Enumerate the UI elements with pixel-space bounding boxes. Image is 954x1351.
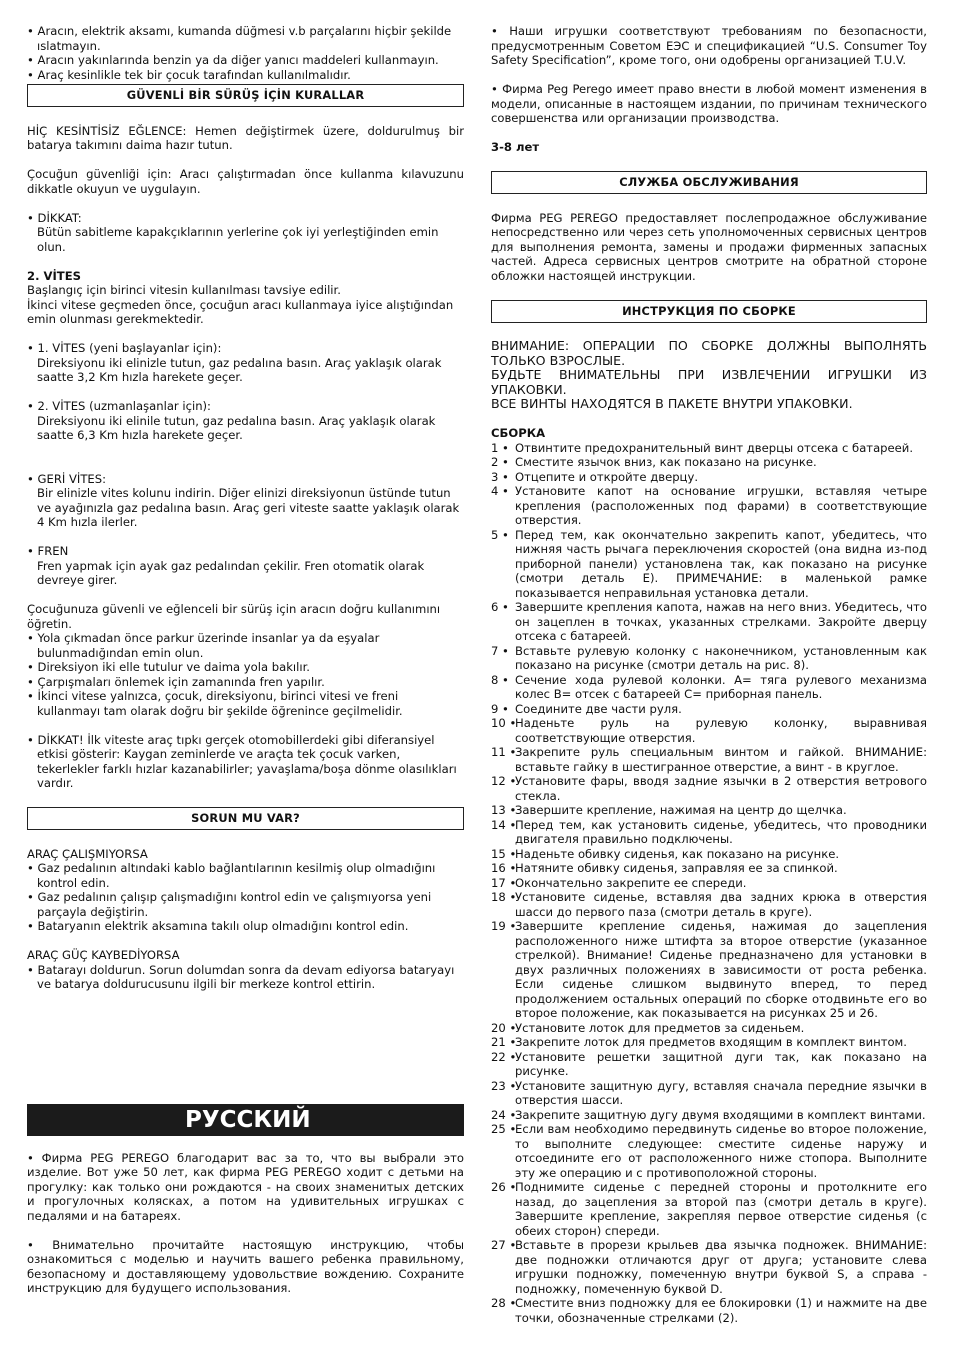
nonstop-fun-paragraph: HİÇ KESİNTİSİZ EĞLENCE: Hemen değiştirmek üzere, doldurulmuş bir batarya takımını daima hazır tutun. bbox=[27, 123, 464, 152]
warning-text: Bütün sabitleme kapakçıklarının yerlerine çok iyi yerleştiğinden emin olun. bbox=[37, 225, 439, 254]
step-number: 3 • bbox=[491, 469, 509, 484]
assembly-step bbox=[491, 600, 927, 644]
step-text: Перед тем, как установить сиденье, убедитесь, что проводники двигателя правильно подключены. bbox=[515, 817, 927, 846]
intro-bullet: • Aracın yakınlarında benzin ya da diğer yanıcı maddeleri kullanmayın. bbox=[27, 53, 439, 67]
step-number: 7 • bbox=[491, 643, 509, 658]
assembly-title: СБОРКА bbox=[491, 426, 546, 440]
assembly-step bbox=[491, 1180, 927, 1238]
step-number: 27 • bbox=[491, 1238, 517, 1252]
ru-intro-paragraph: • Фирма PEG PEREGO благодарит вас за то, что вы выбрали это изделие. Вот уже 50 лет, как фирма PEG PEREGO ходит с детьми на прогулку: как только они рождаются - на своих знаменитых детских и прогулочных колясках, а потом на удивительных игрушках с педалями и на батареях. bbox=[27, 1150, 464, 1223]
age-range: 3-8 лет bbox=[491, 140, 540, 154]
ru-safety-paragraph: • Наши игрушки соответствуют требованиям по безопасности, предусмотренным Советом ЕЭС и спецификацией “U.S. Consumer Toy Safety Specification”, кроме того, они одобрены организацией T.U.V. bbox=[491, 24, 927, 67]
step-number: 8 • bbox=[491, 672, 509, 687]
step-number: 20 • bbox=[491, 1020, 517, 1035]
assembly-step bbox=[491, 847, 927, 862]
step-number: 18 • bbox=[491, 890, 517, 904]
assembly-step bbox=[491, 774, 927, 803]
step-text: Установите лоток для предметов за сиденьем. bbox=[515, 1020, 805, 1035]
assembly-step bbox=[491, 876, 927, 891]
step-number: 12 • bbox=[491, 774, 517, 788]
step-text: Сместите вниз подножку для ее блокировки (1) и нажмите на две точки, обозначенные стрелками (2). bbox=[515, 1296, 927, 1325]
proper-use-bullet: • Direksiyon iki elle tutulur ve daima yola bakılır. bbox=[27, 660, 310, 674]
assembly-step bbox=[491, 455, 927, 470]
ru-intro-paragraph: • Внимательно прочитайте настоящую инструкцию, чтобы ознакомиться с моделью и научить вашего ребенка правильному, безопасному и доставляющему удовольствие вождению. Сохраните инструкцию для будущего использования. bbox=[27, 1237, 464, 1295]
step-text: Если вам необходимо передвинуть сиденье во второе положение, то выполните следующее: сместите сиденье наружу и отсоедините его от расположенного ниже стопора. Выполните эту же операцию и с противоположной стороны. bbox=[515, 1122, 927, 1180]
reverse-title: • GERİ VİTES: bbox=[27, 471, 107, 486]
left-column bbox=[27, 24, 464, 992]
assembly-step bbox=[491, 1238, 927, 1296]
child-safety-paragraph: Çocuğun güvenliği için: Aracı çalıştırmadan önce kullanma kılavuzunu dikkatle okuyun ve uygulayın. bbox=[27, 167, 464, 196]
warning-title: • DİKKAT: bbox=[27, 210, 82, 225]
intro-bullet: • Aracın, elektrik aksamı, kumanda düğmesi v.b parçalarını hiçbir şekilde ıslatmayın. bbox=[27, 24, 452, 53]
assembly-step bbox=[491, 818, 927, 847]
step-number: 6 • bbox=[491, 600, 509, 614]
assembly-step bbox=[491, 1122, 927, 1180]
gear2-title: • 2. VİTES (uzmanlaşanlar için): bbox=[27, 399, 211, 413]
brake-title: • FREN bbox=[27, 544, 69, 558]
differential-paragraph: • DİKKAT! İlk viteste araç tıpkı gerçek otomobillerdeki gibi diferansiyel etkisi gösterir: Kaygan zeminlerde ve araçta tek çocuk varken, tekerlekler farklı hızlar kazanabilirler; yavaşlama/boşa dönme olasılıkları vardır. bbox=[27, 732, 457, 790]
assembly-step bbox=[491, 1021, 927, 1036]
step-text: Закрепите руль специальным винтом и гайкой. ВНИМАНИЕ: вставьте гайку в шестигранное отверстие, а винт - в круглое. bbox=[515, 745, 927, 774]
assembly-step bbox=[491, 1050, 927, 1079]
assembly-step bbox=[491, 745, 927, 774]
reverse-text: Bir elinizle vites kolunu indirin. Diğer elinizi direksiyonun üstünde tutun ve ayağınızla gaz pedalına basın. Araç geri viteste saatte yaklaşık olarak 4 Km hızla ilerler. bbox=[37, 486, 460, 529]
step-number: 19 • bbox=[491, 919, 517, 933]
assembly-step bbox=[491, 484, 927, 528]
language-banner: РУССКИЙ bbox=[27, 1104, 464, 1136]
assembly-step bbox=[491, 702, 927, 717]
step-number: 15 • bbox=[491, 846, 517, 861]
step-text: Завершите крепления капота, нажав на него вниз. Убедитесь, что он зацеплен в точках, указанных стрелками. Закройте дверцу отсека с батареей. bbox=[515, 600, 927, 643]
proper-use-paragraph: Çocuğunuza güvenli ve eğlenceli bir sürüş için aracın doğru kullanımını öğretin. bbox=[27, 602, 441, 631]
assembly-step bbox=[491, 1035, 927, 1050]
step-text: Установите решетки защитной дуги так, как показано на рисунке. bbox=[515, 1049, 927, 1078]
assembly-step bbox=[491, 528, 927, 601]
assembly-warning: ВСЕ ВИНТЫ НАХОДЯТСЯ В ПАКЕТЕ ВНУТРИ УПАКОВКИ. bbox=[491, 396, 853, 411]
step-text: Установите фары, вводя задние язычки в 2 отверстия ветрового стекла. bbox=[515, 774, 927, 803]
gears-text: İkinci vitese geçmeden önce, çocuğun aracı kullanmaya iyice alıştığından emin olunması gerekmektedir. bbox=[27, 297, 454, 326]
step-text: Наденьте руль на рулевую колонку, выравнивая соответствующие отверстия. bbox=[515, 716, 927, 745]
step-number: 5 • bbox=[491, 527, 509, 542]
ru-safety-paragraph: • Фирма Peg Perego имеет право внести в любой момент изменения в модели, описанные в настоящем издании, по причинам технического совершенства или организации производства. bbox=[491, 82, 927, 125]
step-number: 4 • bbox=[491, 484, 509, 498]
step-number: 17 • bbox=[491, 875, 517, 890]
step-text: Завершите крепление, нажимая на центр до щелчка. bbox=[515, 803, 847, 817]
right-column bbox=[491, 24, 927, 1325]
step-number: 2 • bbox=[491, 455, 509, 469]
section-header-assembly: ИНСТРУКЦИЯ ПО СБОРКЕ bbox=[491, 300, 927, 323]
assembly-step bbox=[491, 441, 927, 456]
step-number: 21 • bbox=[491, 1035, 517, 1049]
section-header-safe-driving: GÜVENLİ BİR SÜRÜŞ İÇİN KURALLAR bbox=[27, 84, 464, 107]
assembly-step bbox=[491, 1079, 927, 1108]
step-number: 24 • bbox=[491, 1107, 517, 1122]
service-paragraph: Фирма PEG PEREGO предоставляет послепродажное обслуживание непосредственно или через сеть уполномоченных сервисных центров для выполнения ремонта, замены и продажи фирменных запасных частей. Адреса сервисных центров смотрите на обратной стороне обложки настоящей инструкции. bbox=[491, 210, 927, 283]
step-text: Наденьте обивку сиденья, как показано на рисунке. bbox=[515, 846, 840, 861]
step-number: 26 • bbox=[491, 1180, 517, 1194]
step-number: 14 • bbox=[491, 817, 517, 832]
assembly-step bbox=[491, 716, 927, 745]
assembly-step bbox=[491, 1108, 927, 1123]
assembly-warning: БУДЬТЕ ВНИМАТЕЛЬНЫ ПРИ ИЗВЛЕЧЕНИИ ИГРУШКИ ИЗ УПАКОВКИ. bbox=[491, 367, 927, 397]
step-text: Вставьте в прорези крыльев два язычка подножек. ВНИМАНИЕ: две подножки отличаются друг от друга; установите слева игрушки подножку, помеченную внутри буквой S, а справа - подножку, помеченную буквой D. bbox=[515, 1238, 927, 1296]
step-number: 22 • bbox=[491, 1049, 517, 1064]
proper-use-bullet: • Çarpışmaları önlemek için zamanında fren yapılır. bbox=[27, 674, 325, 689]
section-header-problem: SORUN MU VAR? bbox=[27, 807, 464, 830]
gears-text: Başlangıç için birinci vitesin kullanılması tavsiye edilir. bbox=[27, 283, 341, 297]
step-text: Закрепите лоток для предметов входящим в комплект винтом. bbox=[515, 1035, 907, 1049]
assembly-step bbox=[491, 470, 927, 485]
assembly-step bbox=[491, 890, 927, 919]
step-number: 28 • bbox=[491, 1296, 517, 1310]
step-number: 16 • bbox=[491, 861, 517, 875]
assembly-step bbox=[491, 673, 927, 702]
not-working-bullet: • Gaz pedalının çalışıp çalışmadığını kontrol edin ve çalışmıyorsa yeni parçayla değiştirin. bbox=[27, 890, 432, 919]
gears-title: 2. VİTES bbox=[27, 268, 81, 283]
assembly-steps-list bbox=[491, 441, 927, 1326]
step-number: 25 • bbox=[491, 1122, 517, 1136]
intro-bullet: • Araç kesinlikle tek bir çocuk tarafından kullanılmalıdır. bbox=[27, 67, 351, 82]
step-text: Окончательно закрепите ее спереди. bbox=[515, 875, 747, 890]
assembly-step bbox=[491, 644, 927, 673]
step-text: Поднимите сиденье с передней стороны и протолкните его назад, до зацепления за второй паз (смотри деталь в круге). Завершите крепление, закрепляя первое отверстие сиденья (с обеих сторон) спереди. bbox=[515, 1180, 927, 1238]
power-loss-bullet: • Batarayı doldurun. Sorun dolumdan sonra da devam ediyorsa bataryayı ve batarya doldurucusunu ilgili bir merkeze kontrol ettirin. bbox=[27, 962, 455, 991]
step-number: 10 • bbox=[491, 716, 517, 730]
step-text: Установите защитную дугу, вставляя сначала передние язычки в отверстия шасси. bbox=[515, 1078, 927, 1107]
step-text: Сечение хода рулевой колонки. A= тяга рулевого механизма колес B= отсек с батареей C= приборная панель. bbox=[515, 672, 927, 701]
assembly-step bbox=[491, 919, 927, 1021]
step-text: Перед тем, как окончательно закрепить капот, убедитесь, что нижняя часть рычага переключения скоростей (она видна из-под приборной панели) установлена так, как показано на рисунке (смотри деталь E). ПРИМЕЧАНИЕ: в маленькой рамке показывается неправильная установка детали. bbox=[515, 527, 927, 600]
step-text: Отцепите и откройте дверцу. bbox=[515, 469, 698, 484]
brake-text: Fren yapmak için ayak gaz pedalından çekilir. Fren otomatik olarak devreye girer. bbox=[37, 558, 425, 587]
gear1-text: Direksiyonu iki elinizle tutun, gaz pedalına basın. Araç yaklaşık olarak saatte 3,2 Km hızla harekete geçer. bbox=[37, 355, 442, 384]
step-text: Установите сиденье, вставляя два задних крюка в отверстия шасси до первого паза (смотри деталь в круге). bbox=[515, 890, 927, 919]
section-header-service: СЛУЖБА ОБСЛУЖИВАНИЯ bbox=[491, 171, 927, 194]
step-text: Соедините две части руля. bbox=[515, 701, 682, 716]
not-working-title: ARAÇ ÇALIŞMIYORSA bbox=[27, 846, 148, 861]
step-text: Завершите крепление сиденья, нажимая до зацепления расположенного ниже штифта за второе отверстие (указанное стрелкой). Внимание! Сиденье предназначено для установки в двух различных положениях в зависимости от роста ребенка. Если сиденье слишком выдвинуто вперед, то перед продолжением остальных операций по сборке отодвиньте его во второе положение, как показывается на рисунках 25 и 26. bbox=[515, 919, 927, 1020]
step-number: 11 • bbox=[491, 745, 517, 759]
not-working-bullet: • Gaz pedalının altındaki kablo bağlantılarının kesilmiş olup olmadığını kontrol edin. bbox=[27, 861, 436, 890]
step-text: Отвинтите предохранительный винт дверцы отсека с батареей. bbox=[515, 440, 914, 455]
step-number: 13 • bbox=[491, 803, 517, 817]
assembly-step bbox=[491, 803, 927, 818]
assembly-step bbox=[491, 861, 927, 876]
step-number: 23 • bbox=[491, 1078, 517, 1093]
not-working-bullet: • Bataryanın elektrik aksamına takılı olup olmadığını kontrol edin. bbox=[27, 919, 409, 933]
power-loss-title: ARAÇ GÜÇ KAYBEDİYORSA bbox=[27, 948, 180, 962]
step-text: Натяните обивку сиденья, заправляя ее за спинкой. bbox=[515, 861, 838, 875]
step-text: Закрепите защитную дугу двумя входящими в комплект винтами. bbox=[515, 1107, 926, 1122]
assembly-warning: ВНИМАНИЕ: ОПЕРАЦИИ ПО СБОРКЕ ДОЛЖНЫ ВЫПОЛНЯТЬ ТОЛЬКО ВЗРОСЛЫЕ. bbox=[491, 338, 927, 368]
step-text: Сместите язычок вниз, как показано на рисунке. bbox=[515, 455, 817, 469]
russian-section bbox=[27, 1104, 464, 1296]
step-text: Установите капот на основание игрушки, вставляя четыре крепления (расположенных под фарами) в соответствующие отверстия. bbox=[515, 484, 927, 527]
gear1-title: • 1. VİTES (yeni başlayanlar için): bbox=[27, 341, 222, 355]
proper-use-bullet: • İkinci vitese yalnızca, çocuk, direksiyonu, birinci vitesi ve freni kullanmayı tam olarak doğru bir şekilde öğrenince geçilmelidir. bbox=[27, 689, 403, 718]
gear2-text: Direksiyonu iki elinile tutun, gaz pedalına basın. Araç yaklaşık olarak saatte 6,3 Km hızla harekete geçer. bbox=[37, 413, 436, 442]
step-number: 1 • bbox=[491, 440, 509, 455]
step-text: Вставьте рулевую колонку с наконечником, установленным как показано на рисунке (смотри деталь на рис. 8). bbox=[515, 643, 927, 672]
proper-use-bullet: • Yola çıkmadan önce parkur üzerinde insanlar ya da eşyalar bulunmadığından emin olun. bbox=[27, 631, 380, 660]
assembly-step bbox=[491, 1296, 927, 1325]
step-number: 9 • bbox=[491, 701, 509, 716]
